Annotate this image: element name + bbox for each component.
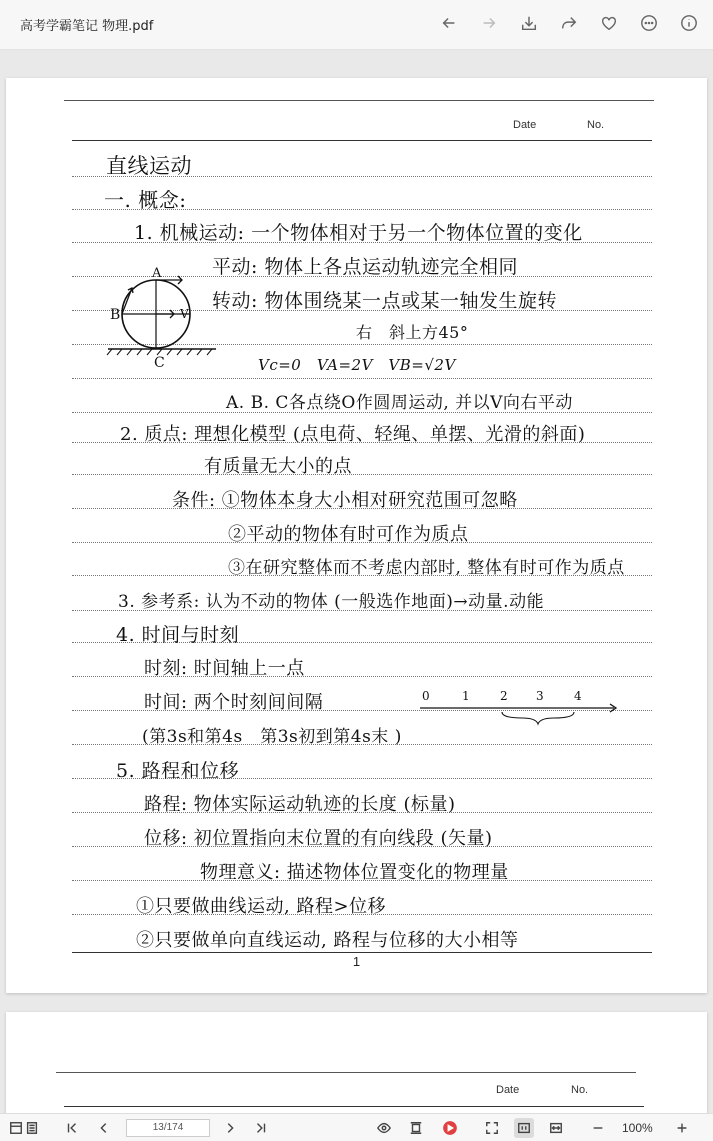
share-icon[interactable] bbox=[557, 11, 581, 35]
note-line bbox=[72, 474, 652, 475]
forward-icon[interactable] bbox=[477, 11, 501, 35]
pdf-page-2 bbox=[6, 1012, 707, 1113]
note-line-text: 条件: ①物体本身大小相对研究范围可忽略 bbox=[172, 490, 518, 511]
note-line-text: (第3s和第4s 第3s初到第4s末 ) bbox=[142, 727, 402, 747]
note-line-text: 2. 质点: 理想化模型 (点电荷、轻绳、单摆、光滑的斜面) bbox=[120, 424, 586, 445]
rolling-circle-diagram bbox=[104, 266, 224, 368]
first-page-icon[interactable] bbox=[62, 1118, 82, 1138]
timeline-tick-label: 4 bbox=[574, 689, 583, 703]
favorite-heart-icon[interactable] bbox=[597, 11, 621, 35]
zoom-out-icon[interactable] bbox=[588, 1118, 608, 1138]
note-line-text: 时刻: 时间轴上一点 bbox=[144, 658, 305, 679]
note-line-text: A. B. C各点绕O作圆周运动, 并以V向右平动 bbox=[226, 393, 573, 413]
eye-icon[interactable] bbox=[374, 1118, 394, 1138]
note-line-text: ①只要做曲线运动, 路程>位移 bbox=[136, 896, 387, 917]
fit-page-icon[interactable] bbox=[482, 1118, 502, 1138]
note-section: 4. 时间与时刻 bbox=[116, 624, 240, 646]
info-icon[interactable] bbox=[677, 11, 701, 35]
note-line-text: Vc=0 VA=2V VB=√2V bbox=[258, 356, 456, 374]
note-line-text: 路程: 物体实际运动轨迹的长度 (标量) bbox=[144, 794, 456, 815]
note-line-text: 有质量无大小的点 bbox=[204, 456, 352, 477]
page-view-icon[interactable] bbox=[406, 1118, 426, 1138]
zoom-in-icon[interactable] bbox=[672, 1118, 692, 1138]
pdf-page-1 bbox=[6, 78, 707, 993]
previous-page-icon[interactable] bbox=[94, 1118, 114, 1138]
timeline-tick-label: 2 bbox=[500, 689, 509, 703]
point-a-label: A bbox=[152, 266, 162, 281]
note-line-text: 右 斜上方45° bbox=[356, 323, 469, 342]
note-heading: 直线运动 bbox=[106, 154, 192, 178]
no-label: No. bbox=[571, 1084, 589, 1096]
note-line-text: 位移: 初位置指向末位置的有向线段 (矢量) bbox=[144, 828, 493, 849]
timeline-tick-label: 3 bbox=[536, 689, 545, 703]
timeline-tick-label: 1 bbox=[462, 689, 471, 703]
timeline-diagram bbox=[414, 698, 624, 728]
note-line-text: 3. 参考系: 认为不动的物体 (一般选作地面)→动量.动能 bbox=[118, 592, 545, 612]
status-bar bbox=[0, 1113, 713, 1141]
date-label: Date bbox=[513, 119, 537, 131]
note-section: 一. 概念: bbox=[104, 188, 187, 212]
more-options-icon[interactable] bbox=[637, 11, 661, 35]
note-line-text: ③在研究整体而不考虑内部时, 整体有时可作为质点 bbox=[228, 558, 625, 578]
pdf-viewer[interactable] bbox=[0, 50, 713, 1113]
page-number: 1 bbox=[352, 954, 361, 969]
note-line-text: ②只要做单向直线运动, 路程与位移的大小相等 bbox=[136, 930, 519, 951]
note-line-text: ②平动的物体有时可作为质点 bbox=[228, 524, 469, 545]
download-icon[interactable] bbox=[517, 11, 541, 35]
page-top-line bbox=[56, 1072, 636, 1073]
velocity-label: V bbox=[180, 307, 190, 321]
note-line bbox=[72, 378, 652, 379]
note-line-text: 物理意义: 描述物体位置变化的物理量 bbox=[200, 862, 509, 883]
next-page-icon[interactable] bbox=[220, 1118, 240, 1138]
note-line-text: 1. 机械运动: 一个物体相对于另一个物体位置的变化 bbox=[134, 222, 583, 244]
back-icon[interactable] bbox=[437, 11, 461, 35]
point-c-label: C bbox=[154, 355, 166, 371]
fit-width-icon[interactable] bbox=[546, 1118, 566, 1138]
no-label: No. bbox=[587, 119, 605, 131]
actual-size-icon[interactable] bbox=[514, 1118, 534, 1138]
ruled-line bbox=[64, 1106, 644, 1107]
point-b-label: B bbox=[110, 307, 121, 323]
page-number-input[interactable]: 13/174 bbox=[126, 1119, 210, 1137]
ruled-line bbox=[72, 952, 652, 953]
note-line-text: 转动: 物体围绕某一点或某一轴发生旋转 bbox=[212, 290, 557, 312]
last-page-icon[interactable] bbox=[251, 1118, 271, 1138]
page-top-line bbox=[64, 100, 654, 101]
document-title: 高考学霸笔记 物理.pdf bbox=[20, 19, 154, 34]
read-aloud-icon[interactable] bbox=[440, 1118, 460, 1138]
outline-icon[interactable] bbox=[22, 1118, 42, 1138]
date-label: Date bbox=[496, 1084, 520, 1096]
timeline-tick-label: 0 bbox=[422, 689, 431, 703]
note-line-text: 时间: 两个时刻间间隔 bbox=[144, 692, 324, 713]
note-line-text: 平动: 物体上各点运动轨迹完全相同 bbox=[212, 256, 518, 278]
title-bar bbox=[0, 0, 713, 50]
note-section: 5. 路程和位移 bbox=[116, 760, 240, 782]
ruled-line bbox=[72, 140, 652, 141]
zoom-level[interactable]: 100% bbox=[622, 1121, 653, 1135]
